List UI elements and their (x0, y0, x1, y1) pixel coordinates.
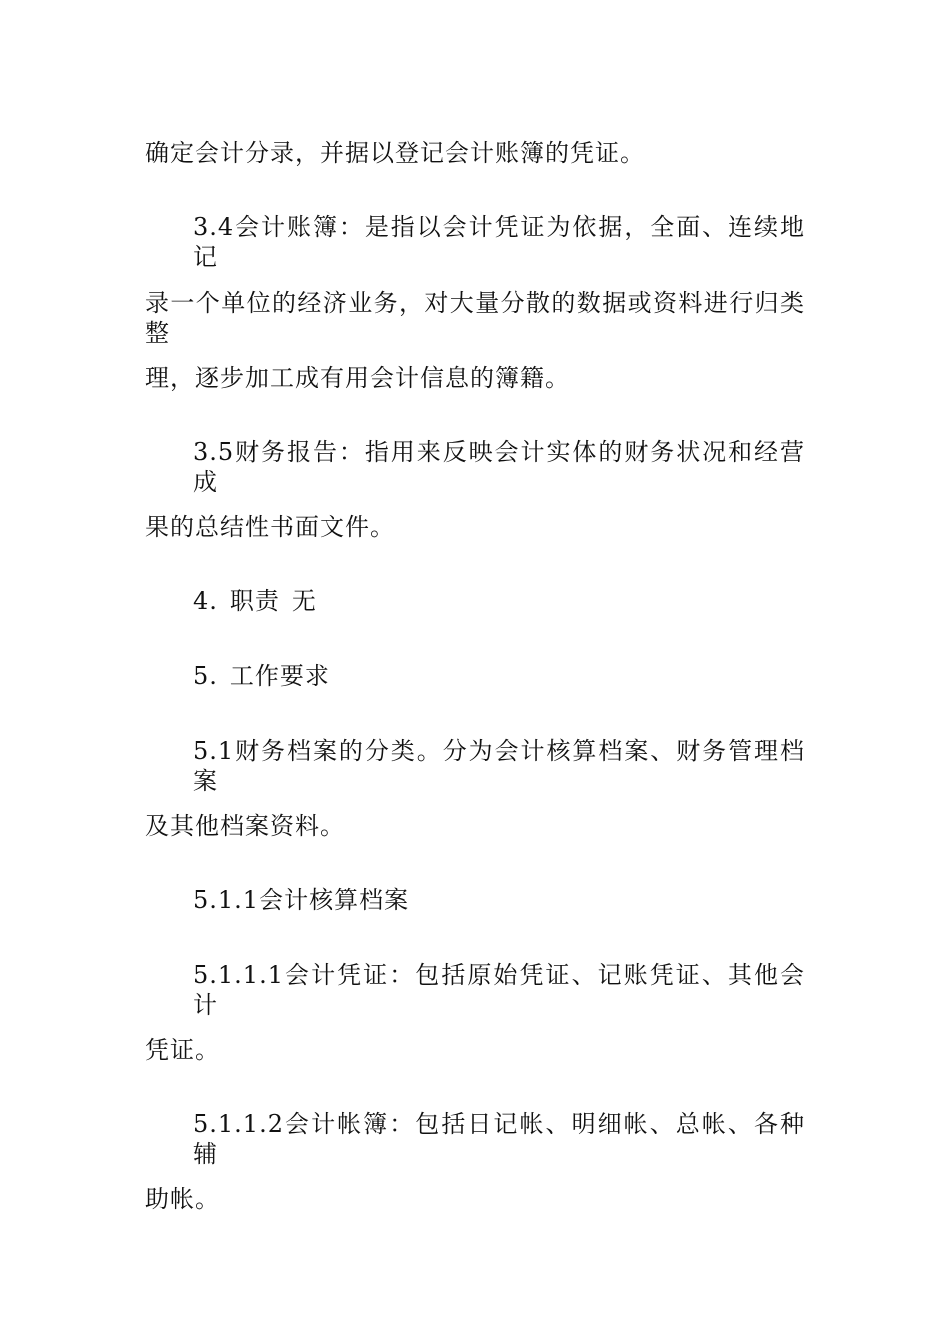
heading-5-title: 工作要求 (229, 662, 330, 690)
heading-4-value: 无 (291, 587, 317, 615)
paragraph-3-5-line-2: 果的总结性书面文件。 (145, 513, 395, 541)
paragraph-3-5-line-1: 3.5财务报告：指用来反映会计实体的财务状况和经营成 (193, 438, 805, 496)
paragraph-3-4-line-1: 3.4会计账簿：是指以会计凭证为依据，全面、连续地记 (193, 213, 805, 271)
paragraph-3-4-line-2: 录一个单位的经济业务，对大量分散的数据或资料进行归类整 (145, 289, 805, 347)
paragraph-line: 确定会计分录，并据以登记会计账簿的凭证。 (145, 139, 645, 167)
heading-4-number: 4. (193, 587, 218, 615)
paragraph-5-1-1-2-line-1: 5.1.1.2会计帐簿：包括日记帐、明细帐、总帐、各种辅 (193, 1110, 805, 1168)
paragraph-5-1-1-1-line-1: 5.1.1.1会计凭证：包括原始凭证、记账凭证、其他会计 (193, 961, 805, 1019)
paragraph-5-1-1-2-line-2: 助帐。 (145, 1185, 220, 1213)
paragraph-3-4-line-3: 理，逐步加工成有用会计信息的簿籍。 (145, 364, 570, 392)
heading-5-number: 5. (193, 662, 218, 690)
heading-4-responsibilities (193, 586, 805, 616)
heading-4-title: 职责 (229, 587, 280, 615)
heading-5-1-1: 5.1.1会计核算档案 (193, 886, 410, 914)
paragraph-5-1-line-2: 及其他档案资料。 (145, 812, 345, 840)
heading-5-work-requirements (193, 661, 805, 691)
paragraph-5-1-line-1: 5.1财务档案的分类。分为会计核算档案、财务管理档案 (193, 737, 805, 795)
paragraph-5-1-1-1-line-2: 凭证。 (145, 1036, 220, 1064)
